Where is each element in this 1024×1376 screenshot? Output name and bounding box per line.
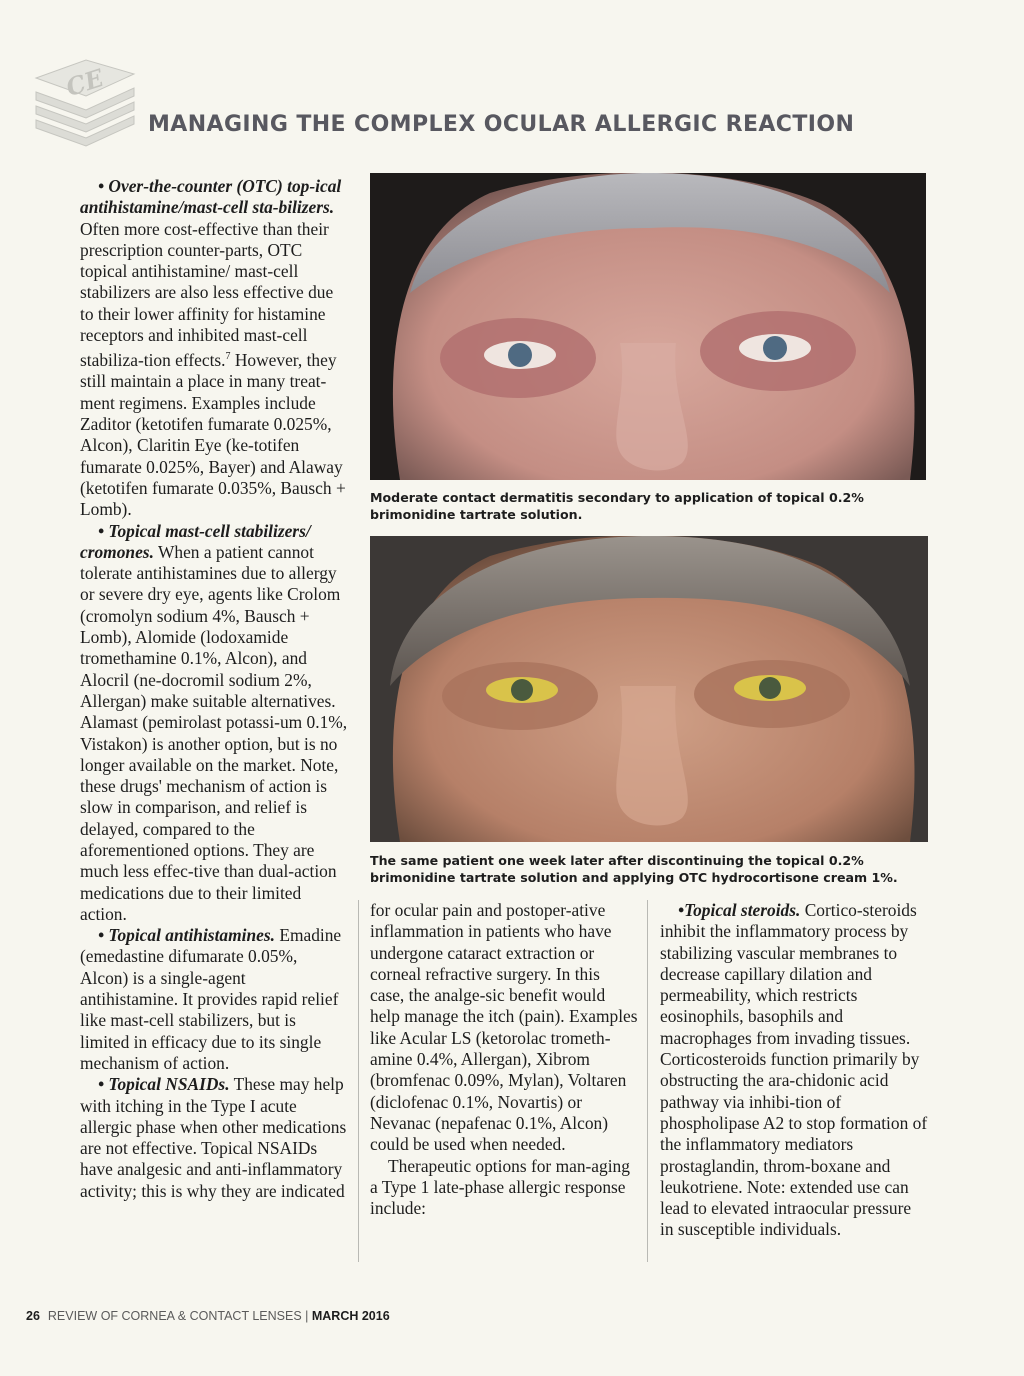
figure-1-photo xyxy=(370,173,926,480)
paragraph: Therapeutic options for man-aging a Type 1 late-phase allergic response include: xyxy=(370,1155,630,1219)
ce-logo xyxy=(30,58,140,150)
body-text: Emadine (emedastine difumarate 0.05%, Alcon) is a single-agent antihistamine. It provides rapid relief like mast-cell stabilizers, but is limited in efficacy due to its single mechanism of action. xyxy=(80,925,342,1073)
paragraph: for ocular pain and postoper-ative inflammation in patients who have undergone cataract extraction or corneal refractive surgery. In this case, the analge-sic benefit would help manage the itch (pain). Examples like Acular LS (ketorolac trometh-amine 0.4%, Allergan), Xibrom (bromfenac 0.09%, Mylan), Voltaren (diclofenac 0.1%, Novartis) or Nevanac (nepafenac 0.1%, Alcon) could be used when needed. xyxy=(370,900,638,1155)
column-1 xyxy=(80,176,348,1202)
body-text: Cortico-steroids inhibit the inflammatory process by stabilizing vascular membranes to decrease capillary dilation and permeability, which restricts eosinophils, basophils and macrophages from invading tissues. Corticosteroids function primarily by obstructing the ara-chidonic acid pathway via inhibi-tion of phospholipase A2 to stop formation of the inflammatory mediators prostaglandin, throm-boxane and leukotriene. Note: extended use can lead to elevated intraocular pressure in susceptible individuals. xyxy=(660,900,928,1240)
column-2 xyxy=(370,900,638,1219)
paragraph xyxy=(80,1074,348,1202)
figure-1-caption: Moderate contact dermatitis secondary to application of topical 0.2% brimonidine tartrate solution. xyxy=(370,490,864,522)
column-divider xyxy=(358,900,359,1262)
body-text: When a patient cannot tolerate antihistamines due to allergy or severe dry eye, agents like Crolom (cromolyn sodium 4%, Bausch + Lomb), Alomide (lodoxamide tromethamine 0.1%, Alcon), and Alocril (ne-docromil sodium 2%, Allergan) make suitable alternatives. Alamast (pemirolast potassi-um 0.1%, Vistakon) is another option, but is no longer available on the market. Note, these drugs' mechanism of action is slow in comparison, and relief is delayed, compared to the aforementioned options. They are much less effec-tive than dual-action medications due to their limited action. xyxy=(80,541,348,924)
footnote-ref: 7 xyxy=(225,351,231,363)
page-title: MANAGING THE COMPLEX OCULAR ALLERGIC REACTION xyxy=(148,112,855,137)
issue-date: MARCH 2016 xyxy=(311,1309,390,1323)
body-text: However, they still maintain a place in many treat-ment regimens. Examples include Zaditor (ketotifen fumarate 0.025%, Alcon), Claritin Eye (ke-totifen fumarate 0.025%, Bayer) and Alaway (ketotifen fumarate 0.035%, Bausch + Lomb). xyxy=(80,350,346,520)
list-heading: • Over-the-counter (OTC) top-ical antihistamine/mast-cell sta-bilizers. xyxy=(80,176,342,218)
figure-2-caption: The same patient one week later after discontinuing the topical 0.2% brimonidine tartrate solution and applying OTC hydrocortisone cream 1%. xyxy=(370,853,898,885)
ce-logo-text: CE xyxy=(62,62,107,103)
paragraph xyxy=(660,900,928,1241)
list-heading: • Topical mast-cell stabilizers/ cromones. xyxy=(80,520,311,562)
publication-name: REVIEW OF CORNEA & CONTACT LENSES | xyxy=(47,1309,312,1323)
list-heading: •Topical steroids. xyxy=(678,900,801,920)
column-3 xyxy=(660,900,928,1241)
figure-2-photo xyxy=(370,536,928,842)
body-text: Often more cost-effective than their prescription counter-parts, OTC topical antihistamine/ mast-cell stabilizers are also less effective due to their lower affinity for histamine receptors and inhibited mast-cell stabiliza-tion effects. xyxy=(80,218,334,371)
paragraph xyxy=(80,925,348,1074)
page-number: 26 xyxy=(26,1309,40,1323)
list-heading: • Topical antihistamines. xyxy=(98,925,275,946)
paragraph xyxy=(80,176,348,521)
list-heading: • Topical NSAIDs. xyxy=(98,1074,230,1095)
column-divider xyxy=(647,900,648,1262)
page-footer xyxy=(26,1309,390,1323)
body-text: These may help with itching in the Type I acute allergic phase when other medications are not effective. Topical NSAIDs have analgesic and anti-inflammatory activity; this is why they are indicated xyxy=(80,1074,347,1201)
paragraph xyxy=(80,521,348,926)
